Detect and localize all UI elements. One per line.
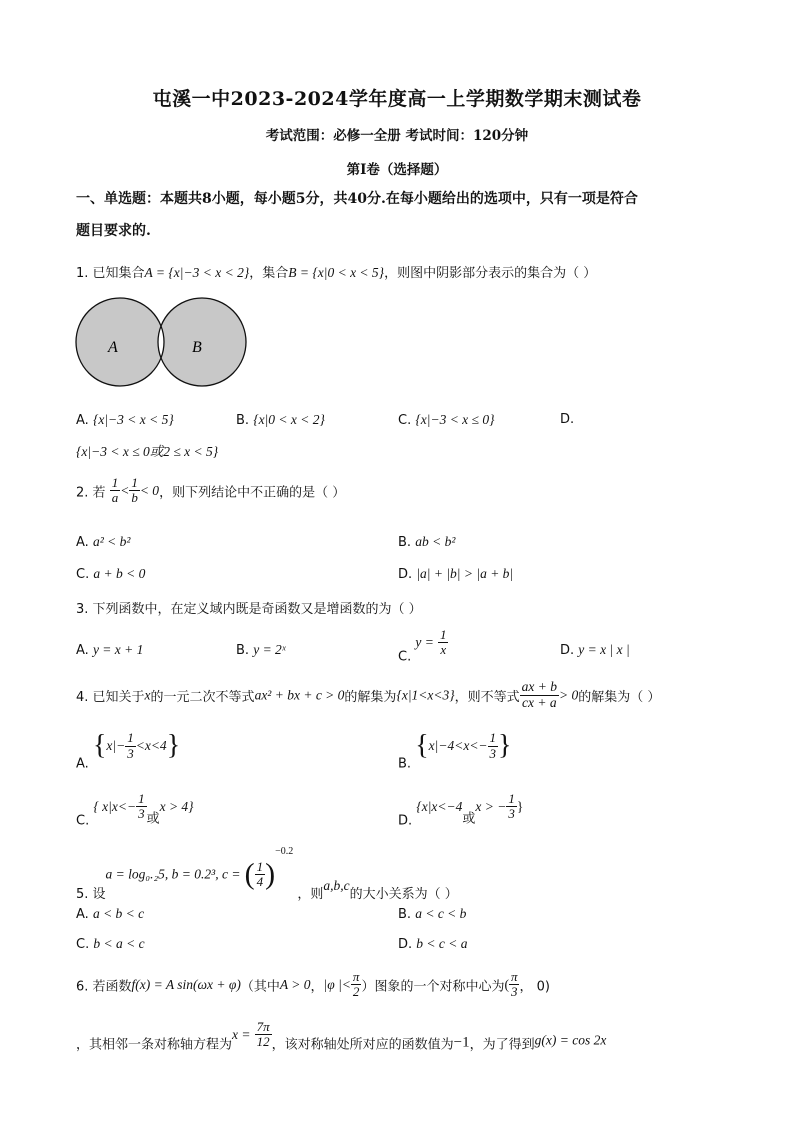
question-1-stem: 1. 已知集合A = {x|−3 < x < 2}，集合B = {x|0 < x < 5}，则图中阴影部分表示的集合为（ ）	[76, 265, 597, 281]
q1-option-b[interactable]: B. {x|0 < x < 2}	[236, 412, 325, 428]
q3-option-c[interactable]: C. y = $\frac{1}{x}$	[398, 627, 447, 665]
question-6-stem-line1: 6. 若函数f(x) = A sin(ωx + φ)（其中A > 0，|φ |< $\frac{\pi}{2}$ ）图象的一个对称中心为( $\frac{\pi}{3}$ ， 0)	[76, 969, 550, 1000]
q3-option-b[interactable]: B. y = 2ˣ	[236, 642, 286, 658]
venn-label-a: A	[108, 339, 118, 356]
q1-option-c[interactable]: C. {x|−3 < x ≤ 0}	[398, 412, 495, 428]
q1-option-d[interactable]: {x|−3 < x ≤ 0或2 ≤ x < 5}	[76, 444, 219, 459]
section-heading-line2: 题目要求的.	[76, 223, 151, 239]
q2-option-d[interactable]: D. |a| + |b| > |a + b|	[398, 566, 514, 582]
question-4-stem: 4. 已知关于x的一元二次不等式ax² + bx + c > 0的解集为{x|1<x<3}，则不等式 $\frac{ax + b}{cx + a}$ > 0的解集为（ ）	[76, 679, 661, 710]
question-3-stem: 3. 下列函数中，在定义域内既是奇函数又是增函数的为（ ）	[76, 602, 422, 617]
q5-option-b[interactable]: B. a < c < b	[398, 906, 467, 922]
q3-option-a[interactable]: A. y = x + 1	[76, 642, 144, 658]
q3-option-d[interactable]: D. y = x | x |	[560, 642, 630, 658]
frac-1-over-b: $\frac{1}{b}$	[131, 475, 138, 506]
question-2-stem: 2. 若 $\frac{1}{a}$ < $\frac{1}{b}$ < 0，则下列结论中不正确的是（ ）	[76, 475, 346, 506]
q4-option-a[interactable]: A. {x|− $\frac{1}{3}$ <x<4}	[76, 730, 181, 772]
venn-label-b: B	[192, 339, 202, 356]
question-5-stem: 5. 设a = log₀.₂5, b = 0.2³, c = ( $\frac{1}{4}$ )$^{-0.2}$ ，则a,b,c的大小关系为（ ）	[76, 846, 458, 902]
question-6-stem-line2: ，其相邻一条对称轴方程为x = $\frac{7\pi}{12}$ ，该对称轴处所对应的函数值为−1，为了得到g(x) = cos 2x	[76, 1019, 607, 1053]
q4-option-d[interactable]: D. {x|x<−4或x > − $\frac{1}{3}$ }	[398, 791, 524, 829]
q4-option-b[interactable]: B. {x|−4<x<− $\frac{1}{3}$ }	[398, 730, 512, 772]
venn-diagram	[74, 290, 250, 394]
q2-option-b[interactable]: B. ab < b²	[398, 534, 456, 550]
q4-option-c[interactable]: C. { x|x<− $\frac{1}{3}$ 或x > 4}	[76, 791, 194, 829]
q2-option-c[interactable]: C. a + b < 0	[76, 566, 146, 582]
q1-option-a[interactable]: A. {x|−3 < x < 5}	[76, 412, 174, 428]
exam-scope: 考试范围：必修一全册 考试时间：120分钟	[265, 128, 529, 144]
q5-option-d[interactable]: D. b < c < a	[398, 936, 468, 952]
part-title: 第I卷（选择题）	[346, 162, 448, 178]
q2-option-a[interactable]: A. a² < b²	[76, 534, 131, 550]
paper-title: 屯溪一中2023-2024学年度高一上学期数学期末测试卷	[152, 88, 642, 110]
frac-1-over-a: $\frac{1}{a}$	[111, 475, 119, 506]
q5-option-c[interactable]: C. b < a < c	[76, 936, 145, 952]
q1-option-d-label[interactable]: D.	[560, 412, 575, 427]
q5-option-a[interactable]: A. a < b < c	[76, 906, 145, 922]
section-heading-line1: 一、单选题：本题共8小题，每小题5分，共40分.在每小题给出的选项中，只有一项是符合	[76, 191, 638, 207]
